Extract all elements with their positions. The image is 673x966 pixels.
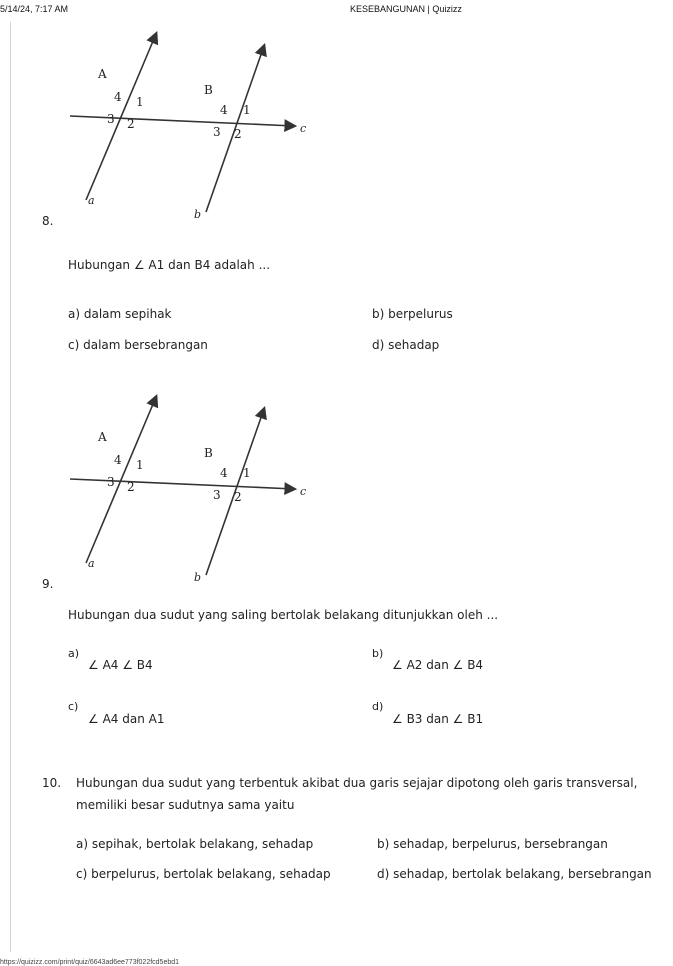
option-d[interactable]: d) sehadap, bertolak belakang, bersebrangan (377, 867, 652, 881)
line-a-label: a (88, 194, 95, 207)
question-number: 9. (42, 577, 54, 591)
angle-1-label: 1 (136, 458, 144, 472)
option-d-letter: d) (372, 700, 384, 713)
option-c[interactable]: c) berpelurus, bertolak belakang, sehadap (76, 867, 331, 881)
angle-2-label: 2 (234, 490, 242, 504)
angle-4-label: 4 (114, 453, 122, 467)
point-b-label: B (204, 446, 213, 460)
option-b[interactable]: b) sehadap, berpelurus, bersebrangan (377, 837, 608, 851)
line-c-label: c (300, 122, 307, 135)
angle-1-label: 1 (136, 95, 144, 109)
page-title: KESEBANGUNAN | Quizizz (350, 4, 462, 14)
line-c-label: c (300, 485, 307, 498)
question-text: Hubungan dua sudut yang saling bertolak belakang ditunjukkan oleh ... (68, 608, 499, 622)
option-d[interactable]: d) sehadap (372, 338, 440, 352)
line-b-label: b (194, 571, 202, 584)
option-b[interactable]: ∠ A2 dan ∠ B4 (392, 658, 484, 672)
question-number: 8. (42, 214, 54, 228)
angle-4-label: 4 (220, 466, 228, 480)
option-a[interactable]: ∠ A4 ∠ B4 (88, 658, 153, 672)
option-c[interactable]: ∠ A4 dan A1 (88, 712, 165, 726)
parallel-lines-figure (68, 385, 313, 589)
point-a-label: A (98, 67, 107, 81)
question-text-line2: memiliki besar sudutnya sama yaitu (76, 798, 295, 812)
angle-4-label: 4 (114, 90, 122, 104)
angle-3-label: 3 (213, 488, 221, 502)
question-text: Hubungan ∠ A1 dan B4 adalah ... (68, 258, 271, 272)
option-d[interactable]: ∠ B3 dan ∠ B1 (392, 712, 484, 726)
option-a-letter: a) (68, 647, 80, 660)
line-b-label: b (194, 208, 202, 221)
option-a[interactable]: a) dalam sepihak (68, 307, 172, 321)
angle-1-label: 1 (243, 466, 251, 480)
angle-2-label: 2 (234, 127, 242, 141)
option-b[interactable]: b) berpelurus (372, 307, 453, 321)
point-a-label: A (98, 430, 107, 444)
question-number: 10. (42, 776, 62, 790)
angle-4-label: 4 (220, 103, 228, 117)
option-a[interactable]: a) sepihak, bertolak belakang, sehadap (76, 837, 314, 851)
margin-line (10, 22, 11, 952)
option-c[interactable]: c) dalam bersebrangan (68, 338, 208, 352)
print-datetime: 5/14/24, 7:17 AM (0, 4, 69, 14)
angle-3-label: 3 (107, 112, 115, 126)
angle-1-label: 1 (243, 103, 251, 117)
angle-2-label: 2 (127, 117, 135, 131)
angle-2-label: 2 (127, 480, 135, 494)
angle-3-label: 3 (107, 475, 115, 489)
page-url: https://quizizz.com/print/quiz/6643ad6ee773f022fcd5ebd1 (0, 959, 180, 966)
line-a-label: a (88, 557, 95, 570)
point-b-label: B (204, 83, 213, 97)
question-text-line1: Hubungan dua sudut yang terbentuk akibat dua garis sejajar dipotong oleh garis transversal, (76, 776, 638, 790)
option-b-letter: b) (372, 647, 384, 660)
parallel-lines-figure (68, 22, 313, 226)
angle-3-label: 3 (213, 125, 221, 139)
option-c-letter: c) (68, 700, 79, 713)
